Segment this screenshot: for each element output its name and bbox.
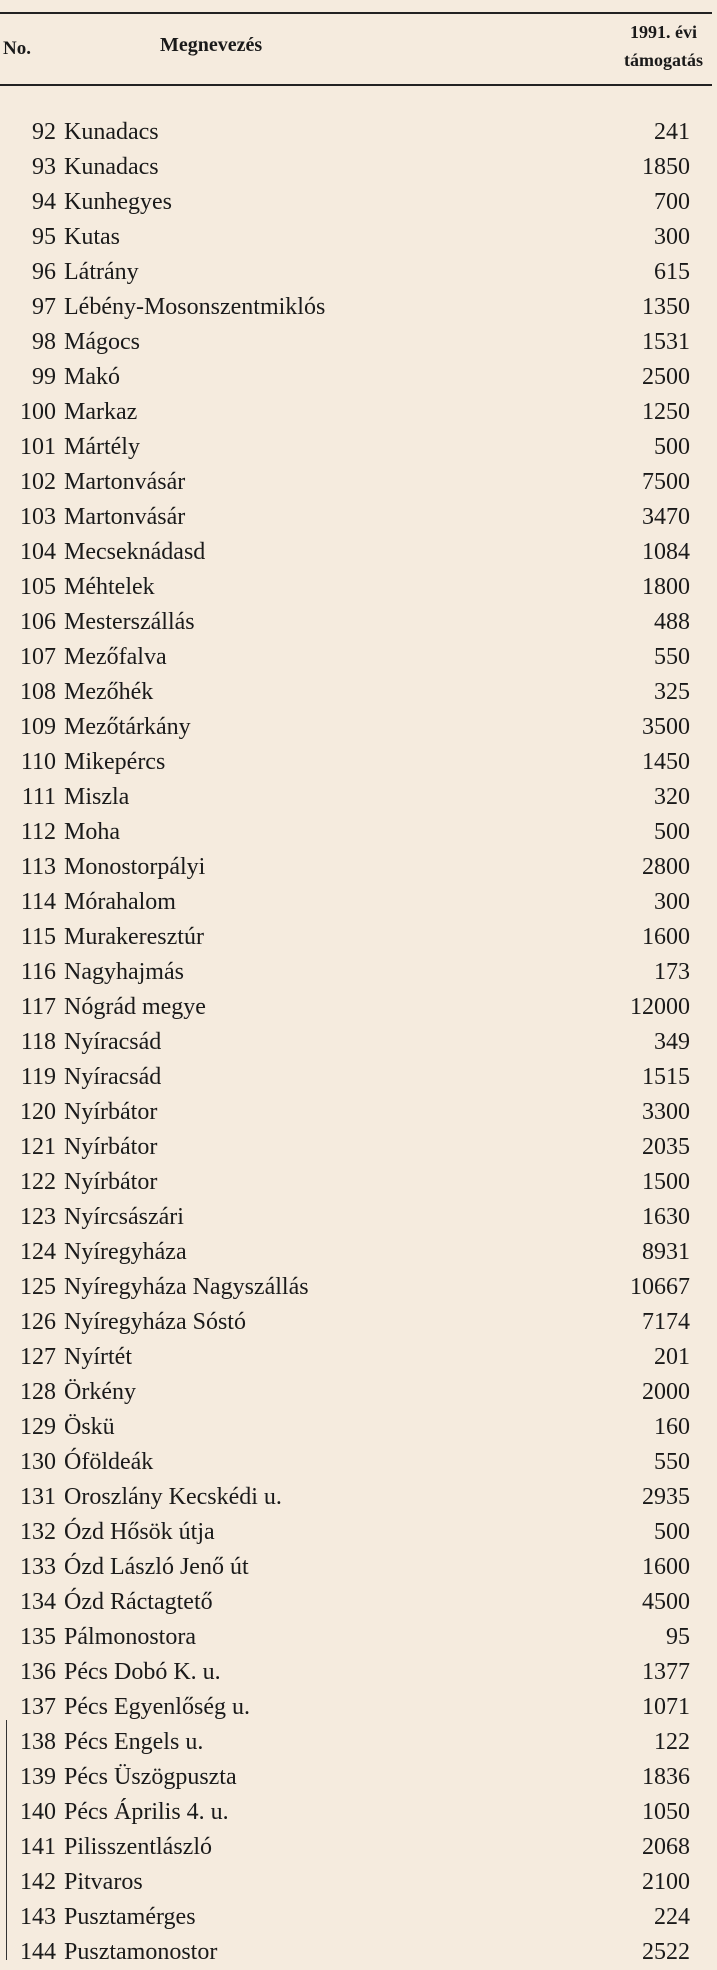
row-number: 121 [20,1134,56,1160]
row-number: 106 [20,609,56,635]
row-name: Ózd Ráctagtető [64,1589,213,1615]
row-number: 144 [20,1939,56,1965]
row-name: Mezőfalva [64,644,167,670]
row-name: Lébény-Mosonszentmiklós [64,294,326,320]
table-row [0,1410,717,1445]
row-name: Miszla [64,784,130,810]
table-row [0,885,717,920]
table-row [0,325,717,360]
table-row [0,115,717,150]
row-support-value: 325 [654,679,690,705]
row-number: 118 [20,1029,56,1055]
row-number: 95 [32,224,56,250]
row-number: 101 [20,434,56,460]
table-row [0,1900,717,1935]
row-support-value: 1050 [642,1799,690,1825]
row-name: Óföldeák [64,1449,154,1475]
row-support-value: 550 [654,1449,690,1475]
row-number: 134 [20,1589,56,1615]
table-row [0,1795,717,1830]
row-number: 99 [32,364,56,390]
table-row [0,1935,717,1970]
row-name: Pusztamérges [64,1904,196,1930]
table-row [0,1340,717,1375]
row-name: Moha [64,819,120,845]
row-name: Kutas [64,224,120,250]
row-support-value: 615 [654,259,690,285]
row-name: Mórahalom [64,889,176,915]
row-support-value: 1850 [642,154,690,180]
row-name: Mesterszállás [64,609,195,635]
row-name: Pécs Üszögpuszta [64,1764,237,1790]
row-name: Kunhegyes [64,189,172,215]
row-support-value: 2800 [642,854,690,880]
table-row [0,780,717,815]
row-support-value: 349 [654,1029,690,1055]
table-row [0,1760,717,1795]
row-support-value: 1250 [642,399,690,425]
row-support-value: 1377 [642,1659,690,1685]
row-support-value: 224 [654,1904,690,1930]
table-row [0,1690,717,1725]
row-support-value: 3500 [642,714,690,740]
row-support-value: 7500 [642,469,690,495]
row-number: 103 [20,504,56,530]
row-number: 140 [20,1799,56,1825]
row-support-value: 700 [654,189,690,215]
column-header-support-line1: 1991. évi [630,22,697,42]
row-number: 139 [20,1764,56,1790]
row-name: Pusztamonostor [64,1939,218,1965]
row-name: Pécs Engels u. [64,1729,204,1755]
row-name: Martonvásár [64,504,186,530]
row-name: Makó [64,364,120,390]
row-number: 108 [20,679,56,705]
row-number: 100 [20,399,56,425]
row-support-value: 160 [654,1414,690,1440]
row-name: Nyíregyháza Sóstó [64,1309,246,1335]
row-name: Mikepércs [64,749,166,775]
row-support-value: 2100 [642,1869,690,1895]
row-number: 114 [20,889,56,915]
row-number: 111 [21,784,56,810]
row-number: 119 [20,1064,56,1090]
row-support-value: 122 [654,1729,690,1755]
row-number: 98 [32,329,56,355]
header-top-rule [0,12,712,14]
row-support-value: 1836 [642,1764,690,1790]
row-support-value: 1350 [642,294,690,320]
table-row [0,1095,717,1130]
row-support-value: 1630 [642,1204,690,1230]
table-row [0,360,717,395]
row-number: 142 [20,1869,56,1895]
row-support-value: 2500 [642,364,690,390]
row-number: 138 [20,1729,56,1755]
row-name: Nyírbátor [64,1134,158,1160]
table-row [0,570,717,605]
table-row [0,710,717,745]
row-name: Pilisszentlászló [64,1834,212,1860]
row-name: Markaz [64,399,138,425]
row-number: 123 [20,1204,56,1230]
row-number: 122 [20,1169,56,1195]
row-name: Mezőhék [64,679,154,705]
row-name: Nyírbátor [64,1169,158,1195]
row-name: Pitvaros [64,1869,143,1895]
row-name: Oroszlány Kecskédi u. [64,1484,282,1510]
row-support-value: 2035 [642,1134,690,1160]
table-row [0,255,717,290]
row-support-value: 1800 [642,574,690,600]
table-row [0,815,717,850]
row-support-value: 4500 [642,1589,690,1615]
margin-line [6,1720,7,1960]
table-row [0,1725,717,1760]
row-number: 135 [20,1624,56,1650]
row-name: Pálmonostora [64,1624,196,1650]
row-support-value: 500 [654,819,690,845]
row-number: 129 [20,1414,56,1440]
row-number: 117 [20,994,56,1020]
row-support-value: 1600 [642,924,690,950]
column-header-support-line2: támogatás [624,50,703,70]
table-row [0,465,717,500]
table-row [0,395,717,430]
row-name: Monostorpályi [64,854,206,880]
row-support-value: 1071 [642,1694,690,1720]
table-row [0,1025,717,1060]
row-number: 113 [20,854,56,880]
row-number: 131 [20,1484,56,1510]
row-support-value: 488 [654,609,690,635]
row-name: Mártély [64,434,140,460]
row-name: Nyírcsászári [64,1204,184,1230]
row-name: Nyírbátor [64,1099,158,1125]
row-name: Kunadacs [64,154,159,180]
table-row [0,1515,717,1550]
row-support-value: 1600 [642,1554,690,1580]
row-name: Martonvásár [64,469,186,495]
table-row [0,1060,717,1095]
row-support-value: 2000 [642,1379,690,1405]
table-row [0,185,717,220]
row-support-value: 10667 [630,1274,690,1300]
row-support-value: 500 [654,434,690,460]
row-number: 124 [20,1239,56,1265]
row-support-value: 550 [654,644,690,670]
table-row [0,920,717,955]
table-row [0,640,717,675]
row-support-value: 320 [654,784,690,810]
table-row [0,1305,717,1340]
row-support-value: 1450 [642,749,690,775]
table-row [0,500,717,535]
row-name: Kunadacs [64,119,159,145]
table-row [0,1865,717,1900]
row-support-value: 7174 [642,1309,690,1335]
row-name: Nagyhajmás [64,959,184,985]
row-support-value: 12000 [630,994,690,1020]
row-support-value: 173 [654,959,690,985]
row-number: 127 [20,1344,56,1370]
table-row [0,850,717,885]
row-name: Pécs Április 4. u. [64,1799,229,1825]
table-row [0,1270,717,1305]
table-row [0,1200,717,1235]
row-number: 132 [20,1519,56,1545]
row-name: Örkény [64,1379,136,1405]
table-row [0,990,717,1025]
row-support-value: 1531 [642,329,690,355]
row-support-value: 2935 [642,1484,690,1510]
row-number: 116 [20,959,56,985]
row-number: 94 [32,189,56,215]
row-number: 96 [32,259,56,285]
row-number: 102 [20,469,56,495]
row-name: Pécs Egyenlőség u. [64,1694,250,1720]
table-row [0,150,717,185]
column-header-support [624,18,703,74]
row-support-value: 241 [654,119,690,145]
row-number: 92 [32,119,56,145]
row-support-value: 2522 [642,1939,690,1965]
row-number: 143 [20,1904,56,1930]
row-name: Ózd László Jenő út [64,1554,249,1580]
row-number: 97 [32,294,56,320]
row-name: Látrány [64,259,139,285]
row-number: 115 [20,924,56,950]
row-support-value: 500 [654,1519,690,1545]
table-row [0,1235,717,1270]
row-number: 137 [20,1694,56,1720]
row-name: Mágocs [64,329,140,355]
table-row [0,1445,717,1480]
row-support-value: 1515 [642,1064,690,1090]
table-row [0,1620,717,1655]
table-row [0,1130,717,1165]
row-name: Öskü [64,1414,115,1440]
table-row [0,290,717,325]
row-name: Ózd Hősök útja [64,1519,215,1545]
row-name: Nyíracsád [64,1029,162,1055]
row-support-value: 300 [654,889,690,915]
table-row [0,675,717,710]
row-number: 126 [20,1309,56,1335]
row-number: 130 [20,1449,56,1475]
row-name: Nyíregyháza [64,1239,187,1265]
row-name: Nyíracsád [64,1064,162,1090]
row-support-value: 95 [666,1624,690,1650]
row-number: 110 [20,749,56,775]
column-header-name: Megnevezés [160,34,263,56]
support-table [0,115,717,1970]
table-row [0,1375,717,1410]
row-support-value: 3470 [642,504,690,530]
row-support-value: 201 [654,1344,690,1370]
table-row [0,1830,717,1865]
table-row [0,1165,717,1200]
row-support-value: 300 [654,224,690,250]
table-row [0,1585,717,1620]
row-number: 128 [20,1379,56,1405]
row-support-value: 3300 [642,1099,690,1125]
row-name: Mecseknádasd [64,539,206,565]
row-name: Mezőtárkány [64,714,191,740]
table-row [0,955,717,990]
row-name: Nyíregyháza Nagyszállás [64,1274,309,1300]
row-number: 109 [20,714,56,740]
row-name: Nógrád megye [64,994,206,1020]
row-number: 136 [20,1659,56,1685]
row-number: 93 [32,154,56,180]
row-number: 125 [20,1274,56,1300]
row-number: 107 [20,644,56,670]
row-number: 112 [20,819,56,845]
table-row [0,1550,717,1585]
row-support-value: 1084 [642,539,690,565]
row-number: 105 [20,574,56,600]
row-name: Murakeresztúr [64,924,204,950]
header-bottom-rule [0,84,712,86]
row-name: Pécs Dobó K. u. [64,1659,221,1685]
table-row [0,1480,717,1515]
table-row [0,1655,717,1690]
table-row [0,220,717,255]
table-row [0,430,717,465]
column-header-no: No. [3,38,31,59]
table-row [0,605,717,640]
row-number: 104 [20,539,56,565]
row-number: 141 [20,1834,56,1860]
table-row [0,535,717,570]
row-number: 120 [20,1099,56,1125]
row-name: Méhtelek [64,574,155,600]
row-support-value: 1500 [642,1169,690,1195]
row-support-value: 8931 [642,1239,690,1265]
row-support-value: 2068 [642,1834,690,1860]
row-name: Nyírtét [64,1344,132,1370]
table-row [0,745,717,780]
row-number: 133 [20,1554,56,1580]
